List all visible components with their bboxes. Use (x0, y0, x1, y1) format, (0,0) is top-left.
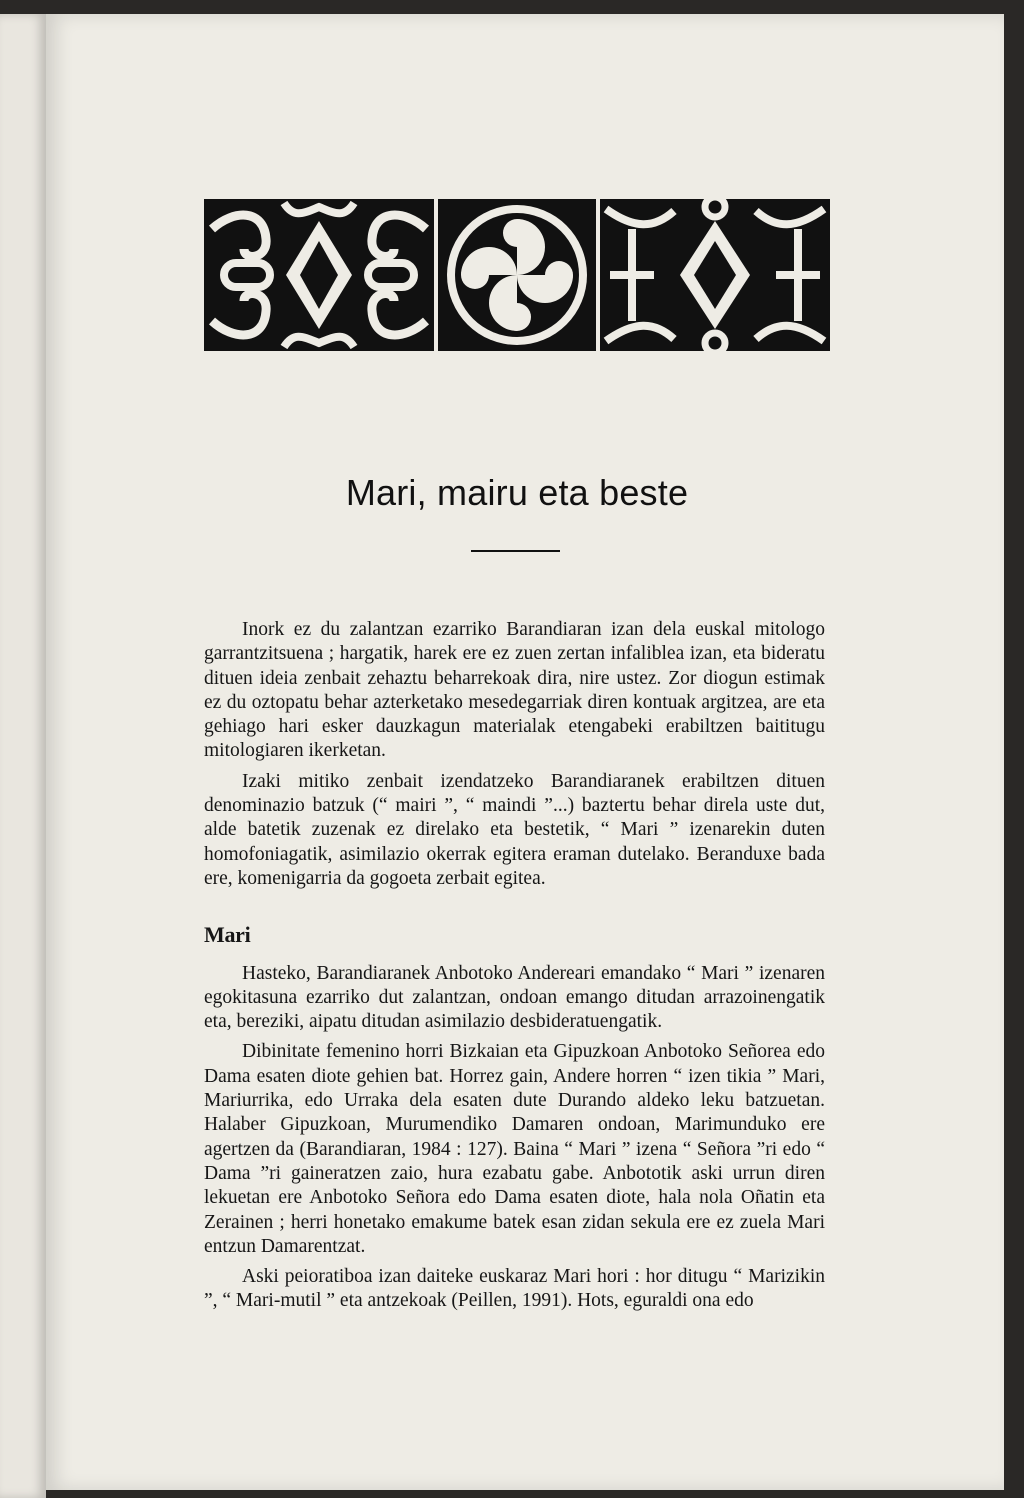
cross-interlace-panel-icon (600, 199, 830, 351)
paragraph: Izaki mitiko zenbait izendatzeko Barandiaranek erabiltzen dituen denominazio batzuk (“ mairi ”, “ maindi ”...) baztertu behar direla uste dut, alde batetik zuzenak ez direlako eta bestetik, “ Mari ” izenarekin duten homofoniagatik, asimilazio okerrak egitera eraman dutelako. Beranduxe bada ere, komenigarria da gogoeta zerbait egitea. (204, 770, 825, 889)
facing-page-edge (0, 14, 46, 1498)
title-rule (471, 550, 560, 552)
paragraph: Hasteko, Barandiaranek Anbotoko Andereari emandako “ Mari ” izenaren egokitasuna ezarriko dut zalantzan, ondoan emango ditudan arrazoinengatik eta, bereziki, aipatu ditudan asimilazio desbideratuengatik. (204, 962, 825, 1033)
page-title: Mari, mairu eta beste (345, 472, 689, 513)
ornament-banner (204, 199, 830, 351)
section-heading: Mari (204, 922, 251, 948)
interlace-panel-icon (204, 199, 434, 351)
paragraph: Dibinitate femenino horri Bizkaian eta Gipuzkoan Anbotoko Señorea edo Dama esaten diote gehien bat. Horrez gain, Andere horren “ izen tikia ” Mari, Mariurrika, edo Urraka dela esaten dute Durando aldeko leku batzuetan. Halaber Gipuzkoan, Murumendiko Damaren ondoan, Marimunduko ere agertzen da (Barandiaran, 1984 : 127). Baina “ Mari ” izena “ Señora ”ri edo “ Dama ”ri gaineratzen zaio, hura ezabatu gabe. Anbototik aski urrun diren lekuetan ere Anbotoko Señora edo Dama esaten diote, hala nola Oñatin eta Zerainen ; herri honetako emakume batek esan zidan sekula ere ez zuela Mari entzun Damarentzat. (204, 1041, 825, 1257)
paragraph: Inork ez du zalantzan ezarriko Barandiaran izan dela euskal mitologo garrantzitsuena ; hargatik, harek ere ez zuen zertan infaliblea izan, eta bideratu dituen ideia zenbait zehaztu beharrekoak dira, nire ustez. Zor diogun estimak ez du oztopatu behar azterketako mesedegarriak diren kontuak argitzea, are eta gehiago hari esker dauzkagun materialak etengabeki erabiltzen baititugu mitologiaren ikerketan. (204, 619, 825, 762)
lauburu-icon (438, 199, 596, 351)
paragraph: Aski peioratiboa izan daiteke euskaraz Mari hori : hor ditugu “ Marizikin ”, “ Mari-mutil ” eta antzekoak (Peillen, 1991). Hots, eguraldi ona edo (204, 1266, 825, 1312)
article-body (204, 618, 825, 1320)
